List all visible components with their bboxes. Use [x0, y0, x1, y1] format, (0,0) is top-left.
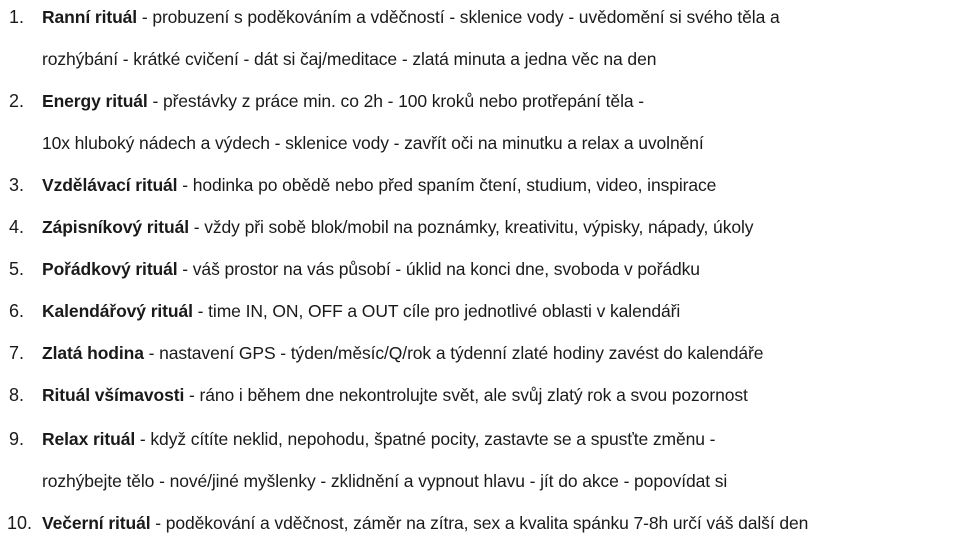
- item-line: [42, 248, 954, 290]
- item-number: 10.: [7, 513, 33, 533]
- item-line: [42, 374, 954, 416]
- item-description: - hodinka po obědě nebo před spaním čtení, studium, video, inspirace: [177, 175, 717, 195]
- item-description: - poděkování a vděčnost, záměr na zítra, sex a kvalita spánku 7-8h určí váš další den: [150, 513, 809, 533]
- item-number: 9.: [9, 429, 25, 449]
- item-title: Relax rituál: [42, 429, 136, 449]
- item-number: 3.: [9, 175, 25, 195]
- item-number: 7.: [9, 343, 25, 363]
- item-title: Pořádkový rituál: [42, 259, 178, 279]
- item-line: [42, 418, 954, 460]
- item-title: Ranní rituál: [42, 7, 138, 27]
- item-description: - ráno i během dne nekontrolujte svět, ale svůj zlatý rok a svou pozornost: [184, 385, 748, 405]
- item-description: - nastavení GPS - týden/měsíc/Q/rok a týdenní zlaté hodiny zavést do kalendáře: [143, 343, 764, 363]
- item-number: 8.: [9, 385, 25, 405]
- item-title: Zápisníkový rituál: [42, 217, 189, 237]
- item-title: Zlatá hodina: [42, 343, 144, 363]
- item-description: - vždy při sobě blok/mobil na poznámky, kreativitu, výpisky, nápady, úkoly: [189, 217, 754, 237]
- item-line: [42, 164, 954, 206]
- item-line: [42, 502, 954, 544]
- item-line-continued: rozhýbejte tělo - nové/jiné myšlenky - zklidnění a vypnout hlavu - jít do akce - popovídat si: [42, 471, 728, 491]
- item-number: 6.: [9, 301, 25, 321]
- item-number: 5.: [9, 259, 25, 279]
- item-line-continued: rozhýbání - krátké cvičení - dát si čaj/meditace - zlatá minuta a jedna věc na den: [42, 49, 657, 69]
- item-description: - přestávky z práce min. co 2h - 100 kroků nebo protřepání těla -: [147, 91, 644, 111]
- item-line: [42, 206, 954, 248]
- item-line: [42, 290, 954, 332]
- item-number: 4.: [9, 217, 25, 237]
- item-description: - váš prostor na vás působí - úklid na konci dne, svoboda v pořádku: [177, 259, 700, 279]
- item-number: 2.: [9, 91, 25, 111]
- item-description: - time IN, ON, OFF a OUT cíle pro jednotlivé oblasti v kalendáři: [192, 301, 681, 321]
- item-number: 1.: [9, 7, 25, 27]
- item-title: Kalendářový rituál: [42, 301, 193, 321]
- item-line-continued: 10x hluboký nádech a výdech - sklenice vody - zavřít oči na minutku a relax a uvolnění: [42, 133, 704, 153]
- item-line: [42, 332, 954, 374]
- item-line: [42, 80, 954, 122]
- item-line: [42, 0, 954, 38]
- item-title: Večerní rituál: [42, 513, 151, 533]
- item-description: - probuzení s poděkováním a vděčností - sklenice vody - uvědomění si svého těla a: [137, 7, 780, 27]
- item-description: - když cítíte neklid, nepohodu, špatné pocity, zastavte se a spusťte změnu -: [135, 429, 716, 449]
- item-title: Vzdělávací rituál: [42, 175, 178, 195]
- item-title: Energy rituál: [42, 91, 148, 111]
- item-title: Rituál všímavosti: [42, 385, 185, 405]
